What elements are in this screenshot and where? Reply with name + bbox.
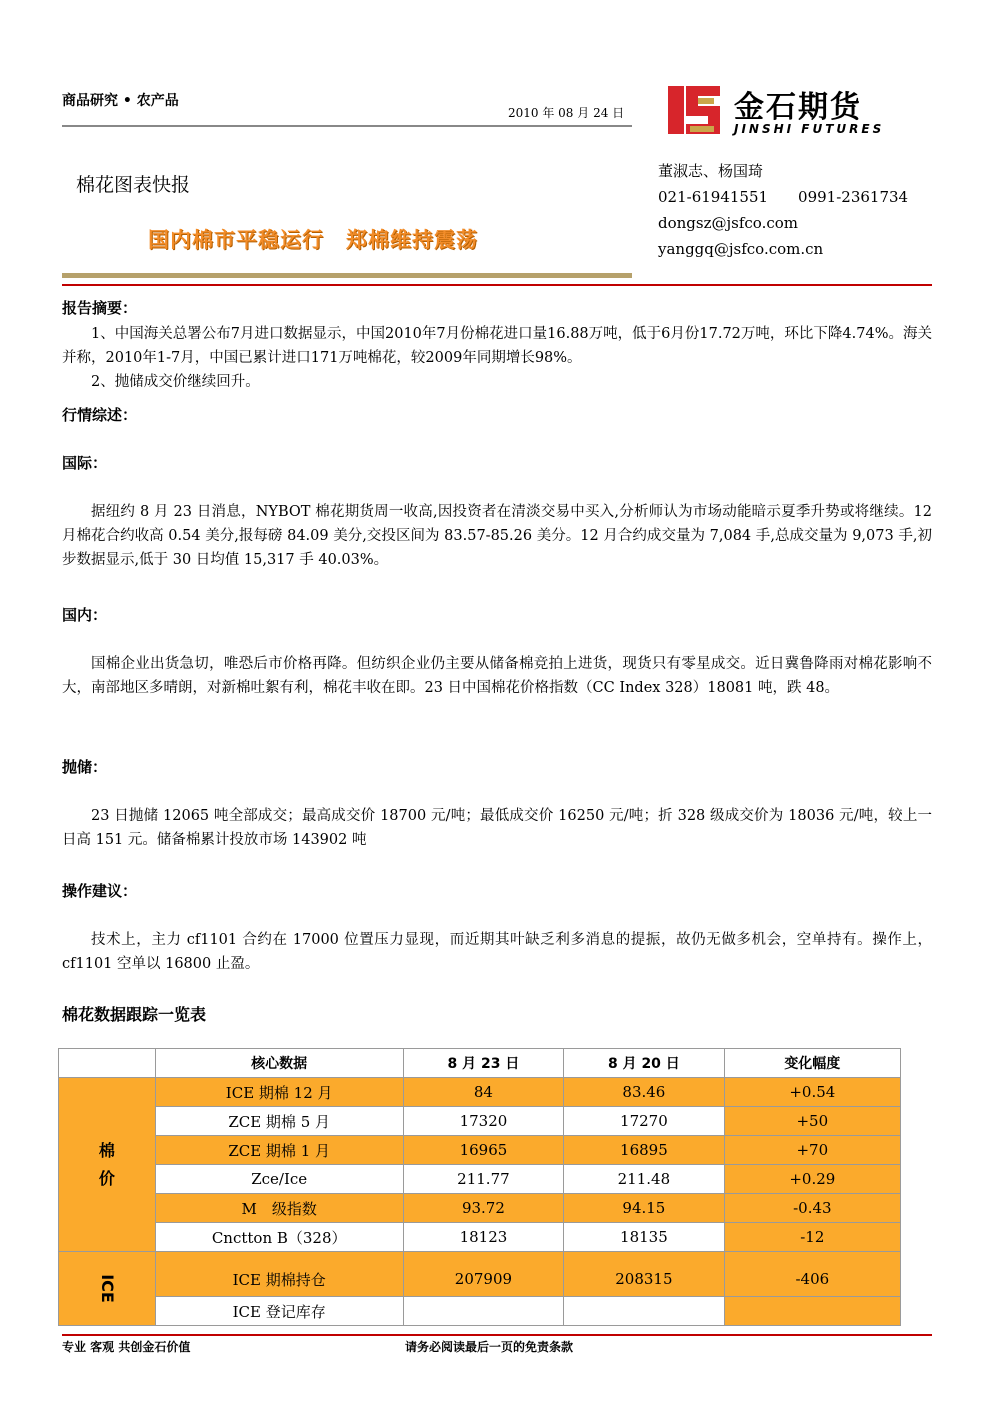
table-cell: 83.46	[564, 1078, 724, 1107]
header-cell: 核心数据	[155, 1049, 403, 1078]
table-cell	[403, 1297, 563, 1326]
advice-paragraph: 技术上，主力 cf1101 合约在 17000 位置压力显现，而近期其叶缺乏利多消息的提振，故仍无做多机会，空单持有。操作上，cf1101 空单以 16800 止盈。	[62, 932, 932, 972]
table-row	[59, 1252, 901, 1297]
group-label-ice	[59, 1252, 156, 1326]
table-cell: 93.72	[403, 1194, 563, 1223]
table-cell: ICE 登记库存	[155, 1297, 403, 1326]
table-row	[59, 1194, 901, 1223]
table-row	[59, 1223, 901, 1252]
table-cell: +0.54	[724, 1078, 900, 1107]
table-cell: -12	[724, 1223, 900, 1252]
company-logo	[668, 80, 908, 140]
table-cell: 16965	[403, 1136, 563, 1165]
contact-phones: 021-61941551 0991-2361734	[658, 188, 909, 206]
table-cell: 84	[403, 1078, 563, 1107]
table-cell: 17270	[564, 1107, 724, 1136]
market-heading: 行情综述：	[62, 406, 138, 424]
footer-slogan: 专业 客观 共创金石价值	[62, 1340, 191, 1354]
table-cell: -0.43	[724, 1194, 900, 1223]
header-cell: 8 月 23 日	[403, 1049, 563, 1078]
reserve-heading: 抛储：	[62, 758, 108, 776]
group-label-text: ICE	[97, 1274, 117, 1303]
table-cell: 18135	[564, 1223, 724, 1252]
summary-heading: 报告摘要：	[62, 299, 138, 317]
summary-paragraph-2: 2、抛储成交价继续回升。	[91, 374, 260, 390]
report-date: 2010 年 08 月 24 日	[508, 106, 625, 120]
table-cell: M 级指数	[155, 1194, 403, 1223]
table-cell: ZCE 期棉 5 月	[155, 1107, 403, 1136]
table-cell: Cnctton B（328）	[155, 1223, 403, 1252]
table-cell	[724, 1297, 900, 1326]
table-cell: +0.29	[724, 1165, 900, 1194]
table-row	[59, 1136, 901, 1165]
table-cell: 211.48	[564, 1165, 724, 1194]
summary-paragraph-1: 1、中国海关总署公布7月进口数据显示，中国2010年7月份棉花进口量16.88万吨，低于6月份17.72万吨，环比下降4.74%。海关并称，2010年1-7月，中国已累计进口171万吨棉花，较2009年同期增长98%。	[62, 326, 932, 366]
table-cell: 16895	[564, 1136, 724, 1165]
table-cell: ICE 期棉持仓	[155, 1252, 403, 1297]
table-cell: +70	[724, 1136, 900, 1165]
header-empty-cell	[59, 1049, 156, 1078]
report-category: 商品研究 • 农产品	[62, 93, 179, 109]
logo-english-text: JINSHI FUTURES	[734, 122, 885, 136]
table-cell: 94.15	[564, 1194, 724, 1223]
header-cell: 8 月 20 日	[564, 1049, 724, 1078]
header-cell: 变化幅度	[724, 1049, 900, 1078]
table-cell	[564, 1297, 724, 1326]
cotton-data-table	[58, 1048, 901, 1326]
table-cell: -406	[724, 1252, 900, 1297]
table-cell: 208315	[564, 1252, 724, 1297]
table-cell: 18123	[403, 1223, 563, 1252]
domestic-heading: 国内：	[62, 606, 108, 624]
section-divider	[62, 284, 932, 286]
table-cell: +50	[724, 1107, 900, 1136]
table-row	[59, 1107, 901, 1136]
international-heading: 国际：	[62, 454, 108, 472]
table-cell: 207909	[403, 1252, 563, 1297]
title-rule	[62, 273, 632, 278]
table-row	[59, 1078, 901, 1107]
contact-email-1[interactable]: dongsz@jsfco.com	[658, 214, 798, 232]
table-cell: ZCE 期棉 1 月	[155, 1136, 403, 1165]
advice-heading: 操作建议：	[62, 882, 138, 900]
group-label-cotton-price	[59, 1078, 156, 1252]
table-cell: 211.77	[403, 1165, 563, 1194]
international-paragraph: 据纽约 8 月 23 日消息，NYBOT 棉花期货周一收高,因投资者在清淡交易中买入,分析师认为市场动能暗示夏季升势或将继续。12 月棉花合约收高 0.54 美分,报每磅 84.09 美分,交投区间为 83.57-85.26 美分。12 月合约成交量为 7,084 手,总成交量为 9,073 手,初步数据显示,低于 30 日均值 15,317 手 40.03%。	[62, 504, 932, 568]
table-cell: Zce/Ice	[155, 1165, 403, 1194]
domestic-paragraph: 国棉企业出货急切，唯恐后市价格再降。但纺织企业仍主要从储备棉竞拍上进货，现货只有零星成交。近日冀鲁降雨对棉花影响不大，南部地区多晴朗，对新棉吐絮有利，棉花丰收在即。23 日中国棉花价格指数（CC Index 328）18081 吨，跌 48。	[62, 656, 932, 696]
report-headline: 国内棉市平稳运行 郑棉维持震荡	[148, 228, 478, 252]
contact-email-2[interactable]: yanggq@jsfco.com.cn	[658, 240, 824, 258]
table-header-row	[59, 1049, 901, 1078]
footer-rule	[62, 1334, 932, 1336]
footer-disclaimer: 请务必阅读最后一页的免责条款	[405, 1340, 574, 1354]
table-row	[59, 1297, 901, 1326]
table-title: 棉花数据跟踪一览表	[62, 1005, 207, 1024]
logo-chinese-text: 金石期货	[734, 90, 862, 125]
table-cell: 17320	[403, 1107, 563, 1136]
report-title: 棉花图表快报	[76, 174, 191, 196]
contact-authors: 董淑志、杨国琦	[658, 162, 764, 180]
table-cell: ICE 期棉 12 月	[155, 1078, 403, 1107]
group-label-text: 棉 价	[98, 1140, 115, 1188]
table-row	[59, 1165, 901, 1194]
header-rule	[62, 125, 632, 127]
reserve-paragraph: 23 日抛储 12065 吨全部成交；最高成交价 18700 元/吨；最低成交价 16250 元/吨；折 328 级成交价为 18036 元/吨，较上一日高 151 元。储备棉累计投放市场 143902 吨	[62, 808, 932, 848]
